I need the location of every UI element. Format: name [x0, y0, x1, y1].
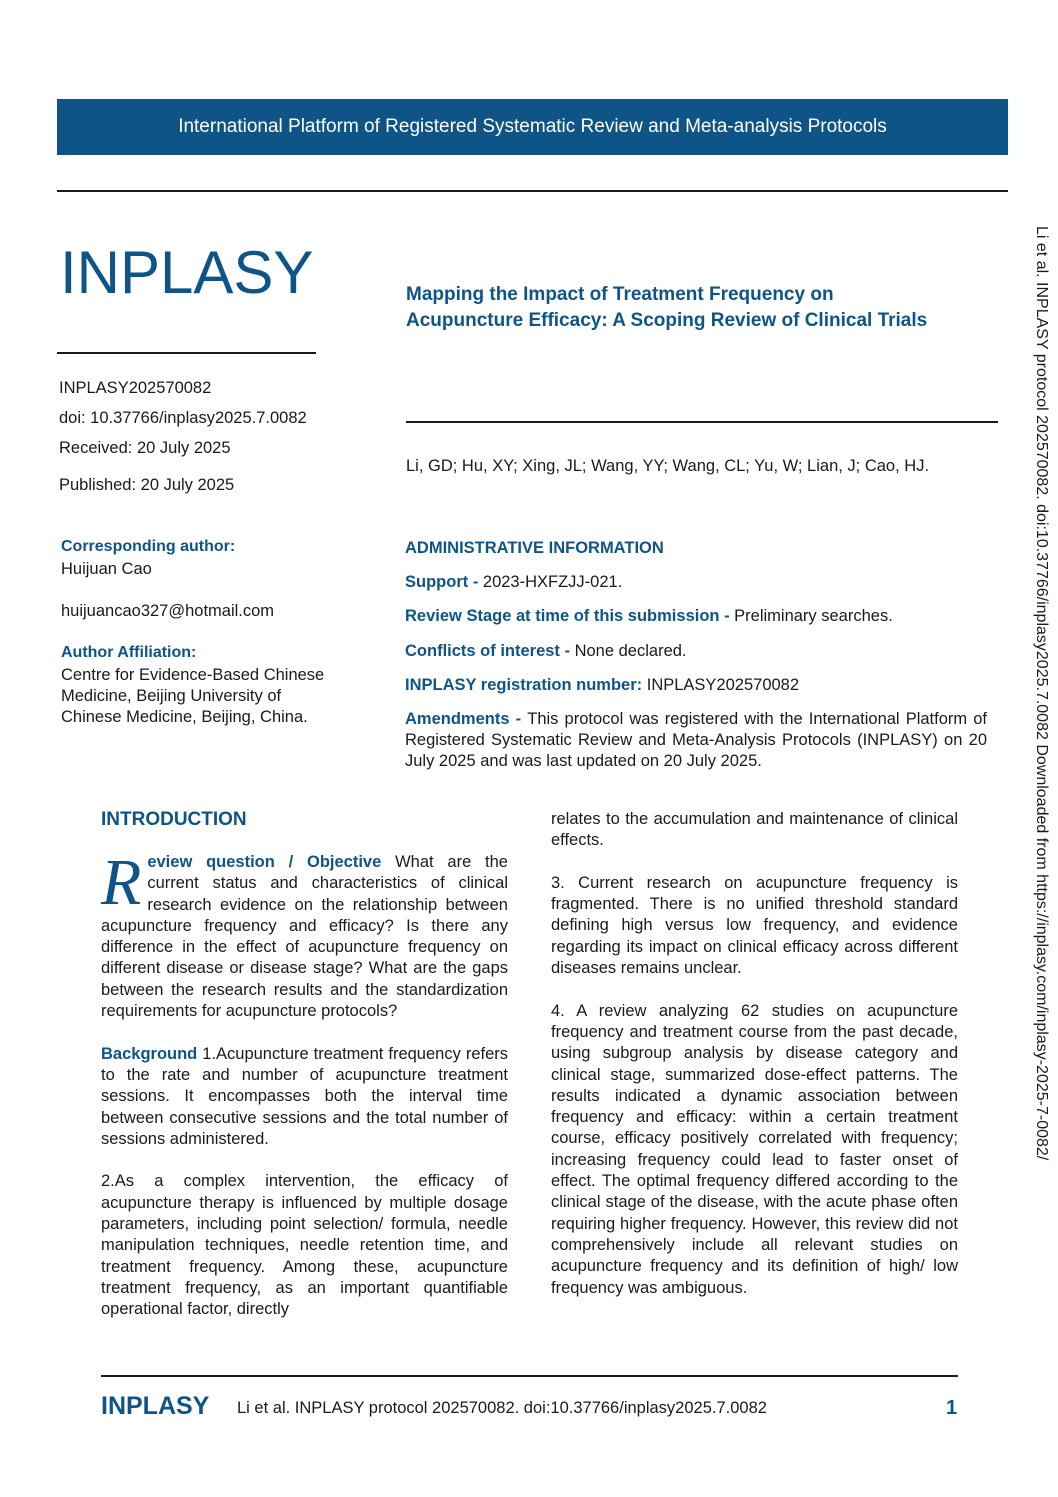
conflicts-label: Conflicts of interest -	[405, 642, 575, 660]
conflicts-row	[405, 641, 987, 662]
doi: doi: 10.37766/inplasy2025.7.0082	[59, 409, 307, 427]
corresponding-name: Huijuan Cao	[61, 560, 152, 578]
left-column	[101, 846, 508, 1342]
paragraph-3: 3. Current research on acupuncture frequency is fragmented. There is no unified threshold standard defining high versus low frequency, and evidence regarding its impact on clinical efficacy across different diseases remains unclear.	[551, 873, 958, 978]
affiliation-line-1: Centre for Evidence-Based Chinese	[61, 666, 325, 684]
title-rule	[406, 421, 998, 423]
paper-title	[406, 282, 1006, 334]
paragraph-4: 4. A review analyzing 62 studies on acupuncture frequency and treatment course from the past decade, using subgroup analysis by disease category and clinical stage, summarized dose-effect patterns. The results indicated a dynamic association between frequency and efficacy: within a certain treatment course, efficacy positively correlated with frequency; increasing frequency could lead to faster onset of effect. The optimal frequency differed according to the clinical stage of the disease, with the acute phase often requiring higher frequency. However, this review did not comprehensively include all relevant studies on acupuncture frequency and its definition of high/ low frequency was ambiguous.	[551, 1001, 958, 1297]
published-date: Published: 20 July 2025	[59, 476, 235, 494]
right-column	[551, 809, 958, 1320]
inplasy-logo: INPLASY	[60, 239, 314, 306]
review-question-text: What are the current status and characteristics of clinical research evidence on the relationship between acupuncture frequency and efficacy? Is there any difference in the effect of acupuncture frequency on different disease or disease stage? What are the gaps between the research results and the standardization requirements for acupuncture protocols?	[101, 853, 508, 1021]
amendments-row	[405, 709, 987, 772]
title-line-1: Mapping the Impact of Treatment Frequency on	[406, 284, 834, 305]
conflicts-value: None declared.	[574, 642, 687, 660]
corresponding-email: huijuancao327@hotmail.com	[61, 602, 275, 620]
title-line-2: Acupuncture Efficacy: A Scoping Review of Clinical Trials	[406, 310, 928, 331]
background-label: Background	[101, 1044, 198, 1063]
footer-citation: Li et al. INPLASY protocol 202570082. doi:10.37766/inplasy2025.7.0082	[237, 1399, 767, 1417]
stage-value: Preliminary searches.	[734, 607, 893, 625]
affiliation-text	[61, 665, 361, 728]
admin-heading: ADMINISTRATIVE INFORMATION	[405, 539, 664, 557]
stage-label: Review Stage at time of this submission -	[405, 607, 735, 625]
corresponding-label: Corresponding author:	[61, 538, 236, 555]
banner-text: International Platform of Registered Systematic Review and Meta-analysis Protocols	[178, 116, 887, 137]
affiliation-line-3: Chinese Medicine, Beijing, China.	[61, 708, 308, 726]
side-citation	[1026, 226, 1056, 1306]
logo-rule	[57, 352, 316, 354]
page-number: 1	[946, 1397, 958, 1419]
affiliation-line-2: Medicine, Beijing University of	[61, 687, 282, 705]
introduction-heading: INTRODUCTION	[101, 809, 247, 830]
footer-rule	[101, 1375, 958, 1377]
affiliation-label: Author Affiliation:	[61, 644, 197, 661]
registration-row	[405, 675, 987, 696]
top-rule	[57, 190, 1008, 192]
stage-row	[405, 606, 987, 627]
background-text: 1.Acupuncture treatment frequency refers to the rate and number of acupuncture treatment sessions. It encompasses both the interval time between consecutive sessions and the total number of sessions administered.	[101, 1044, 508, 1148]
paragraph-2-continued: relates to the accumulation and maintenance of clinical effects.	[551, 810, 958, 850]
drop-cap: R	[101, 846, 142, 919]
side-citation-text: Li et al. INPLASY protocol 202570082. doi:10.37766/inplasy2025.7.0082 Downloaded from https://inplasy.com/inplasy-2025-7-0082/	[1033, 226, 1050, 1161]
support-label: Support -	[405, 573, 483, 591]
review-question-paragraph	[101, 846, 508, 1022]
review-question-label: eview question / Objective	[147, 853, 382, 871]
author-list: Li, GD; Hu, XY; Xing, JL; Wang, YY; Wang, CL; Yu, W; Lian, J; Cao, HJ.	[406, 457, 930, 475]
registration-id: INPLASY202570082	[59, 379, 212, 397]
footer-logo: INPLASY	[101, 1392, 210, 1420]
amendments-label: Amendments -	[405, 710, 528, 728]
support-value: 2023-HXFZJJ-021.	[482, 573, 623, 591]
background-paragraph	[101, 1044, 508, 1150]
paragraph-2: 2.As a complex intervention, the efficacy of acupuncture therapy is influenced by multiple dosage parameters, including point selection/ formula, needle manipulation techniques, needle retention time, and treatment frequency. Among these, acupuncture treatment frequency, as an important quantifiable operational factor, directly	[101, 1172, 508, 1319]
support-row	[405, 572, 987, 593]
received-date: Received: 20 July 2025	[59, 439, 231, 457]
platform-banner	[57, 99, 1008, 155]
registration-value: INPLASY202570082	[646, 676, 800, 694]
amendments-value: This protocol was registered with the International Platform of Registered Systematic Review and Meta-Analysis Protocols (INPLASY) on 20 July 2025 and was last updated on 20 July 2025.	[405, 710, 988, 770]
registration-label: INPLASY registration number:	[405, 676, 647, 694]
